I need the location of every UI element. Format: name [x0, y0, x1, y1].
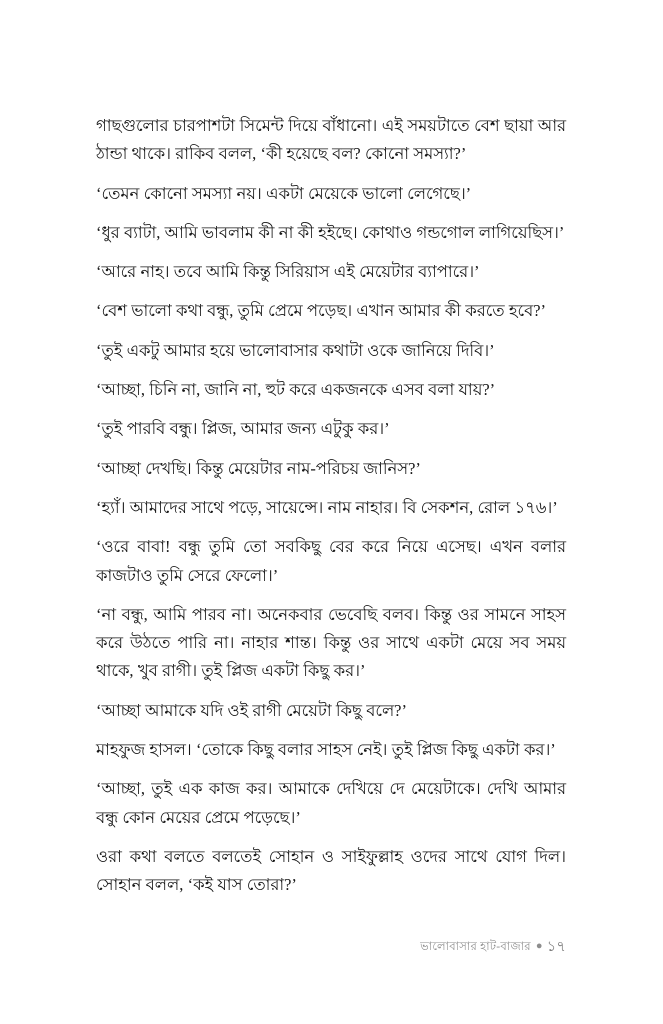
paragraph: ‘আচ্ছা, চিনি না, জানি না, হুট করে একজনকে এসব বলা যায়?’ [96, 380, 496, 400]
paragraph: ‘আরে নাহ। তবে আমি কিন্তু সিরিয়াস এই মেয়েটার ব্যাপারে।’ [96, 262, 480, 282]
paragraph: ‘না বন্ধু, আমি পারব না। অনেকবার ভেবেছি বলব। কিন্তু ওর সামনে সাহস করে উঠতে পারি না। নাহার শান্ত। কিন্তু ওর সাথে একটা মেয়ে সব সময় থাকে, খুব রাগী। তুই প্লিজ একটা কিছু কর।’ [96, 604, 566, 681]
paragraph: ‘তুই পারবি বন্ধু। প্লিজ, আমার জন্য এটুকু কর।’ [96, 419, 390, 439]
page-text-block [96, 112, 566, 900]
paragraph: ওরা কথা বলতে বলতেই সোহান ও সাইফুল্লাহ ওদের সাথে যোগ দিল। সোহান বলল, ‘কই যাস তোরা?’ [96, 846, 566, 895]
paragraph: মাহফুজ হাসল। ‘তোকে কিছু বলার সাহস নেই। তুই প্লিজ কিছু একটা কর।’ [96, 740, 556, 760]
paragraph: ‘আচ্ছা আমাকে যদি ওই রাগী মেয়েটা কিছু বলে?’ [96, 700, 407, 720]
paragraph: ‘তেমন কোনো সমস্যা নয়। একটা মেয়েকে ভালো লেগেছে।’ [96, 183, 472, 203]
paragraph: ‘বেশ ভালো কথা বন্ধু, তুমি প্রেমে পড়েছ। এখান আমার কী করতে হবে?’ [96, 301, 546, 321]
page-footer [96, 938, 566, 955]
paragraph: ‘ধুর ব্যাটা, আমি ভাবলাম কী না কী হইছে। কোথাও গন্ডগোল লাগিয়েছিস।’ [96, 222, 565, 242]
paragraph: ‘আচ্ছা, তুই এক কাজ কর। আমাকে দেখিয়ে দে মেয়েটাকে। দেখি আমার বন্ধু কোন মেয়ের প্রেমে পড়েছে।’ [96, 779, 566, 827]
page-number: ১৭ [546, 939, 566, 955]
footer-book-title: ভালোবাসার হাট-বাজার [420, 940, 531, 953]
footer-separator-dot: ● [535, 940, 543, 952]
paragraph: ‘ওরে বাবা! বন্ধু তুমি তো সবকিছু বের করে নিয়ে এসেছ। এখন বলার কাজটাও তুমি সেরে ফেলো।’ [96, 537, 566, 585]
paragraph: ‘হ্যাঁ। আমাদের সাথে পড়ে, সায়েন্সে। নাম নাহার। বি সেকশন, রোল ১৭৬।’ [96, 497, 558, 517]
paragraph: গাছগুলোর চারপাশটা সিমেন্ট দিয়ে বাঁধানো। এই সময়টাতে বেশ ছায়া আর ঠান্ডা থাকে। রাকিব বলল, ‘কী হয়েছে বল? কোনো সমস্যা?’ [96, 116, 566, 164]
paragraph: ‘আচ্ছা দেখছি। কিন্তু মেয়েটার নাম-পরিচয় জানিস?’ [96, 458, 421, 478]
paragraph: ‘তুই একটু আমার হয়ে ভালোবাসার কথাটা ওকে জানিয়ে দিবি।’ [96, 340, 495, 360]
